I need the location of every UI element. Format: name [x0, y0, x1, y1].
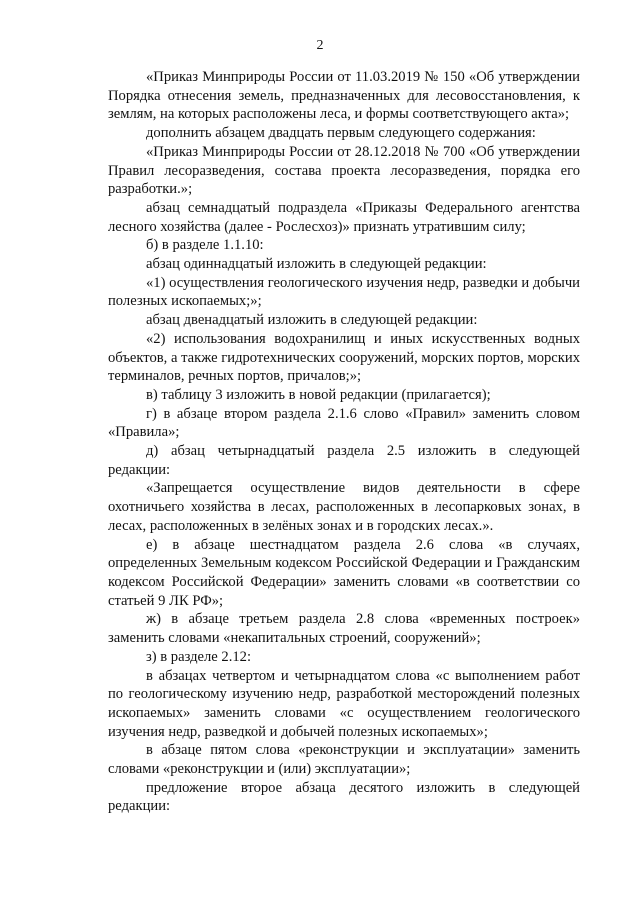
- paragraph-8: абзац двенадцатый изложить в следующей редакции:: [146, 312, 478, 329]
- paragraph-13: «Запрещается осуществление видов деятельности в сфере охотничьего хозяйства в лесах, расположенных в лесопарковых зонах, в лесах, расположенных в зелёных зонах и в городских лесах.».: [108, 480, 580, 534]
- paragraph-6: абзац одиннадцатый изложить в следующей редакции:: [146, 256, 487, 273]
- paragraph-15: ж) в абзаце третьем раздела 2.8 слова «временных построек» заменить словами «некапитальных строений, сооружений»;: [108, 611, 580, 647]
- paragraph-17: в абзацах четвертом и четырнадцатом слова «с выполнением работ по геологическому изучению недр, разработкой месторождений полезных ископаемых» заменить словами «с осуществлением геологического изучения недр, разведкой и добычей полезных ископаемых»;: [108, 667, 580, 740]
- paragraph-2: дополнить абзацем двадцать первым следующего содержания:: [146, 125, 536, 142]
- paragraph-11: г) в абзаце втором раздела 2.1.6 слово «Правил» заменить словом «Правила»;: [108, 405, 580, 441]
- paragraph-7: «1) осуществления геологического изучения недр, разведки и добычи полезных ископаемых;»;: [108, 274, 580, 310]
- paragraph-3: «Приказ Минприроды России от 28.12.2018 № 700 «Об утверждении Правил лесоразведения, состава проекта лесоразведения, порядка его разработки.»;: [108, 143, 580, 198]
- document-body: [108, 68, 580, 816]
- paragraph-18: в абзаце пятом слова «реконструкции и эксплуатации» заменить словами «реконструкции и (или) эксплуатации»;: [108, 742, 580, 778]
- paragraph-9: «2) использования водохранилищ и иных искусственных водных объектов, а также гидротехнических сооружений, морских портов, морских терминалов, речных портов, причалов;»;: [108, 330, 580, 385]
- page-number: 2: [316, 38, 324, 53]
- paragraph-10: в) таблицу 3 изложить в новой редакции (прилагается);: [146, 386, 491, 403]
- paragraph-1: «Приказ Минприроды России от 11.03.2019 № 150 «Об утверждении Порядка отнесения земель, предназначенных для лесовосстановления, к землям, на которых расположены леса, и формы соответствующего акта»;: [108, 69, 580, 123]
- paragraph-4: абзац семнадцатый подраздела «Приказы Федерального агентства лесного хозяйства (далее - Рослесхоз)» признать утратившим силу;: [108, 199, 580, 235]
- paragraph-12: д) абзац четырнадцатый раздела 2.5 изложить в следующей редакции:: [108, 443, 580, 478]
- paragraph-19: предложение второе абзаца десятого изложить в следующей редакции:: [108, 779, 580, 815]
- paragraph-16: з) в разделе 2.12:: [146, 648, 251, 665]
- paragraph-5: б) в разделе 1.1.10:: [146, 237, 264, 254]
- paragraph-14: е) в абзаце шестнадцатом раздела 2.6 слова «в случаях, определенных Земельным кодексом Российской Федерации и Гражданским кодексом Российской Федерации» заменить словами «в соответствии со статьей 9 ЛК РФ»;: [108, 536, 580, 609]
